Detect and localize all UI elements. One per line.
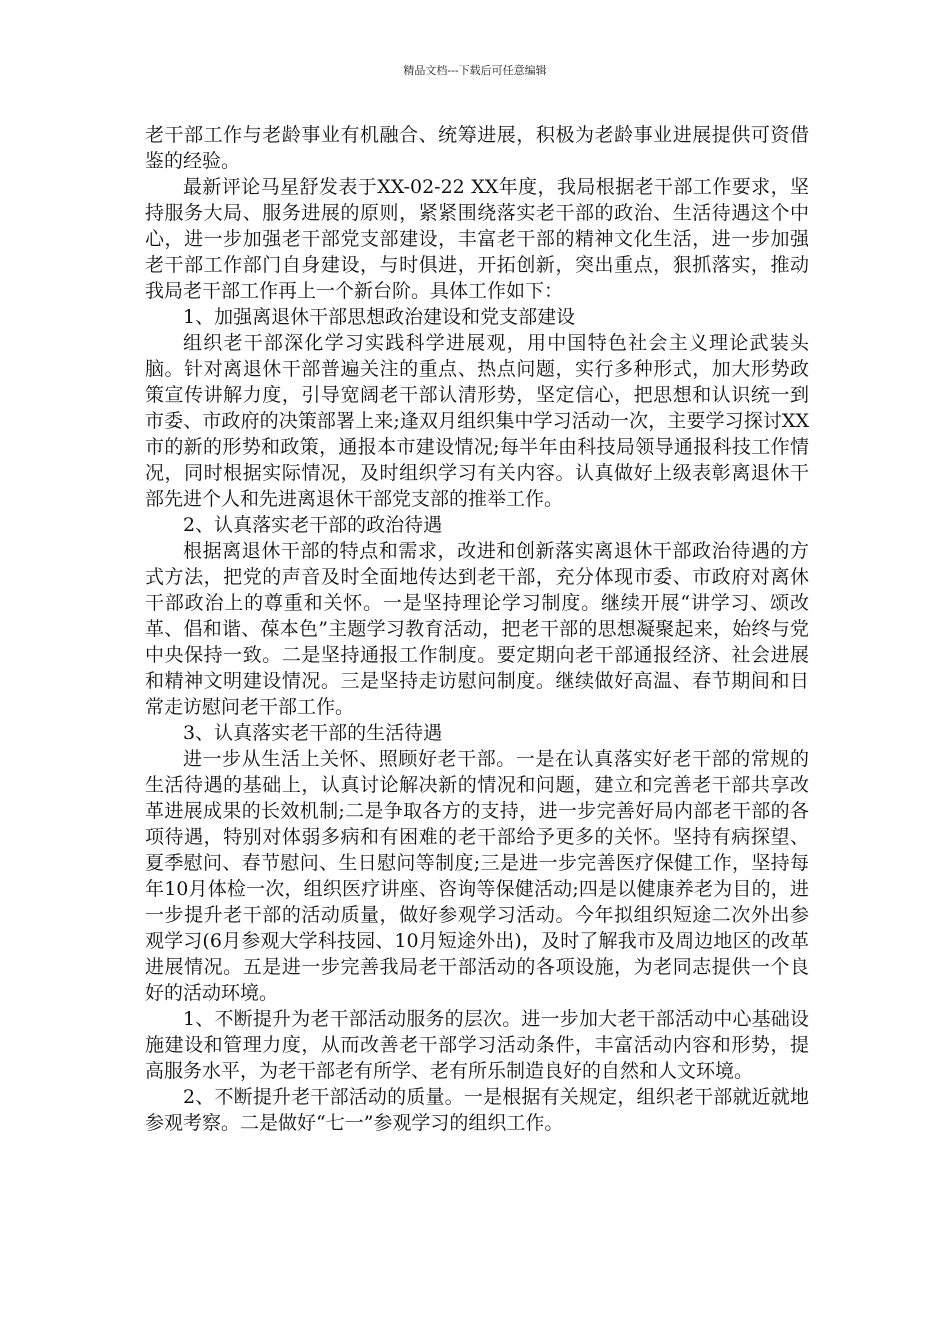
paragraph-activity-quality: 2、不断提升老干部活动的质量。一是根据有关规定，组织老干部就近就地参观考察。二是做好“七一”参观学习的组织工作。 <box>145 1086 809 1134</box>
section-heading-living-treatment: 3、认真落实老干部的生活待遇 <box>183 722 443 744</box>
paragraph-annual-summary: 最新评论马星舒发表于XX-02-22 XX年度，我局根据老干部工作要求，坚持服务大局、服务进展的原则，紧紧围绕落实老干部的政治、生活待遇这个中心，进一步加强老干部党支部建设，丰富老干部的精神文化生活，进一步加强老干部工作部门自身建设，与时俱进，开拓创新，突出重点，狠抓落实，推动我局老干部工作再上一个新台阶。具体工作如下： <box>145 176 809 302</box>
paragraph-political-building: 组织老干部深化学习实践科学进展观，用中国特色社会主义理论武装头脑。针对离退休干部普遍关注的重点、热点问题，实行多种形式，加大形势政策宣传讲解力度，引导宽阔老干部认清形势，坚定信心，把思想和认识统一到市委、市政府的决策部署上来;逢双月组织集中学习活动一次，主要学习探讨XX市的新的形势和政策，通报本市建设情况;每半年由科技局领导通报科技工作情况，同时根据实际情况，及时组织学习有关内容。认真做好上级表彰离退休干部先进个人和先进离退休干部党支部的推举工作。 <box>145 332 809 510</box>
section-heading-political-building: 1、加强离退休干部思想政治建设和党支部建设 <box>183 306 576 328</box>
paragraph-political-treatment: 根据离退休干部的特点和需求，改进和创新落实离退休干部政治待遇的方式方法，把党的声音及时全面地传达到老干部，充分体现市委、市政府对离休干部政治上的尊重和关怀。一是坚持理论学习制度。继续开展“讲学习、颂改革、倡和谐、葆本色”主题学习教育活动，把老干部的思想凝聚起来，始终与党中央保持一致。二是坚持通报工作制度。要定期向老干部通报经济、社会进展和精神文明建设情况。三是坚持走访慰问制度。继续做好高温、春节期间和日常走访慰问老干部工作。 <box>145 540 809 718</box>
paragraph-living-treatment: 进一步从生活上关怀、照顾好老干部。一是在认真落实好老干部的常规的生活待遇的基础上，认真讨论解决新的情况和问题，建立和完善老干部共享改革进展成果的长效机制;二是争取各方的支持，进一步完善好局内部老干部的各项待遇，特别对体弱多病和有困难的老干部给予更多的关怀。坚持有病探望、夏季慰问、春节慰问、生日慰问等制度;三是进一步完善医疗保健工作，坚持每年10月体检一次，组织医疗讲座、咨询等保健活动;四是以健康养老为目的，进一步提升老干部的活动质量，做好参观学习活动。今年拟组织短途二次外出参观学习(6月参观大学科技园、10月短途外出)，及时了解我市及周边地区的改革进展情况。五是进一步完善我局老干部活动的各项设施，为老同志提供一个良好的活动环境。 <box>145 748 809 1004</box>
paragraph-intro-continuation: 老干部工作与老龄事业有机融合、统筹进展，积极为老龄事业进展提供可资借鉴的经验。 <box>145 124 809 172</box>
section-heading-political-treatment: 2、认真落实老干部的政治待遇 <box>183 514 443 536</box>
document-body <box>145 122 809 1136</box>
paragraph-activity-service-level: 1、不断提升为老干部活动服务的层次。进一步加大老干部活动中心基础设施建设和管理力度，从而改善老干部学习活动条件，丰富活动内容和形势，提高服务水平，为老干部老有所学、老有所乐制造良好的自然和人文环境。 <box>145 1008 809 1082</box>
page-header: 精品文档---下载后可任意编辑 <box>403 64 547 77</box>
